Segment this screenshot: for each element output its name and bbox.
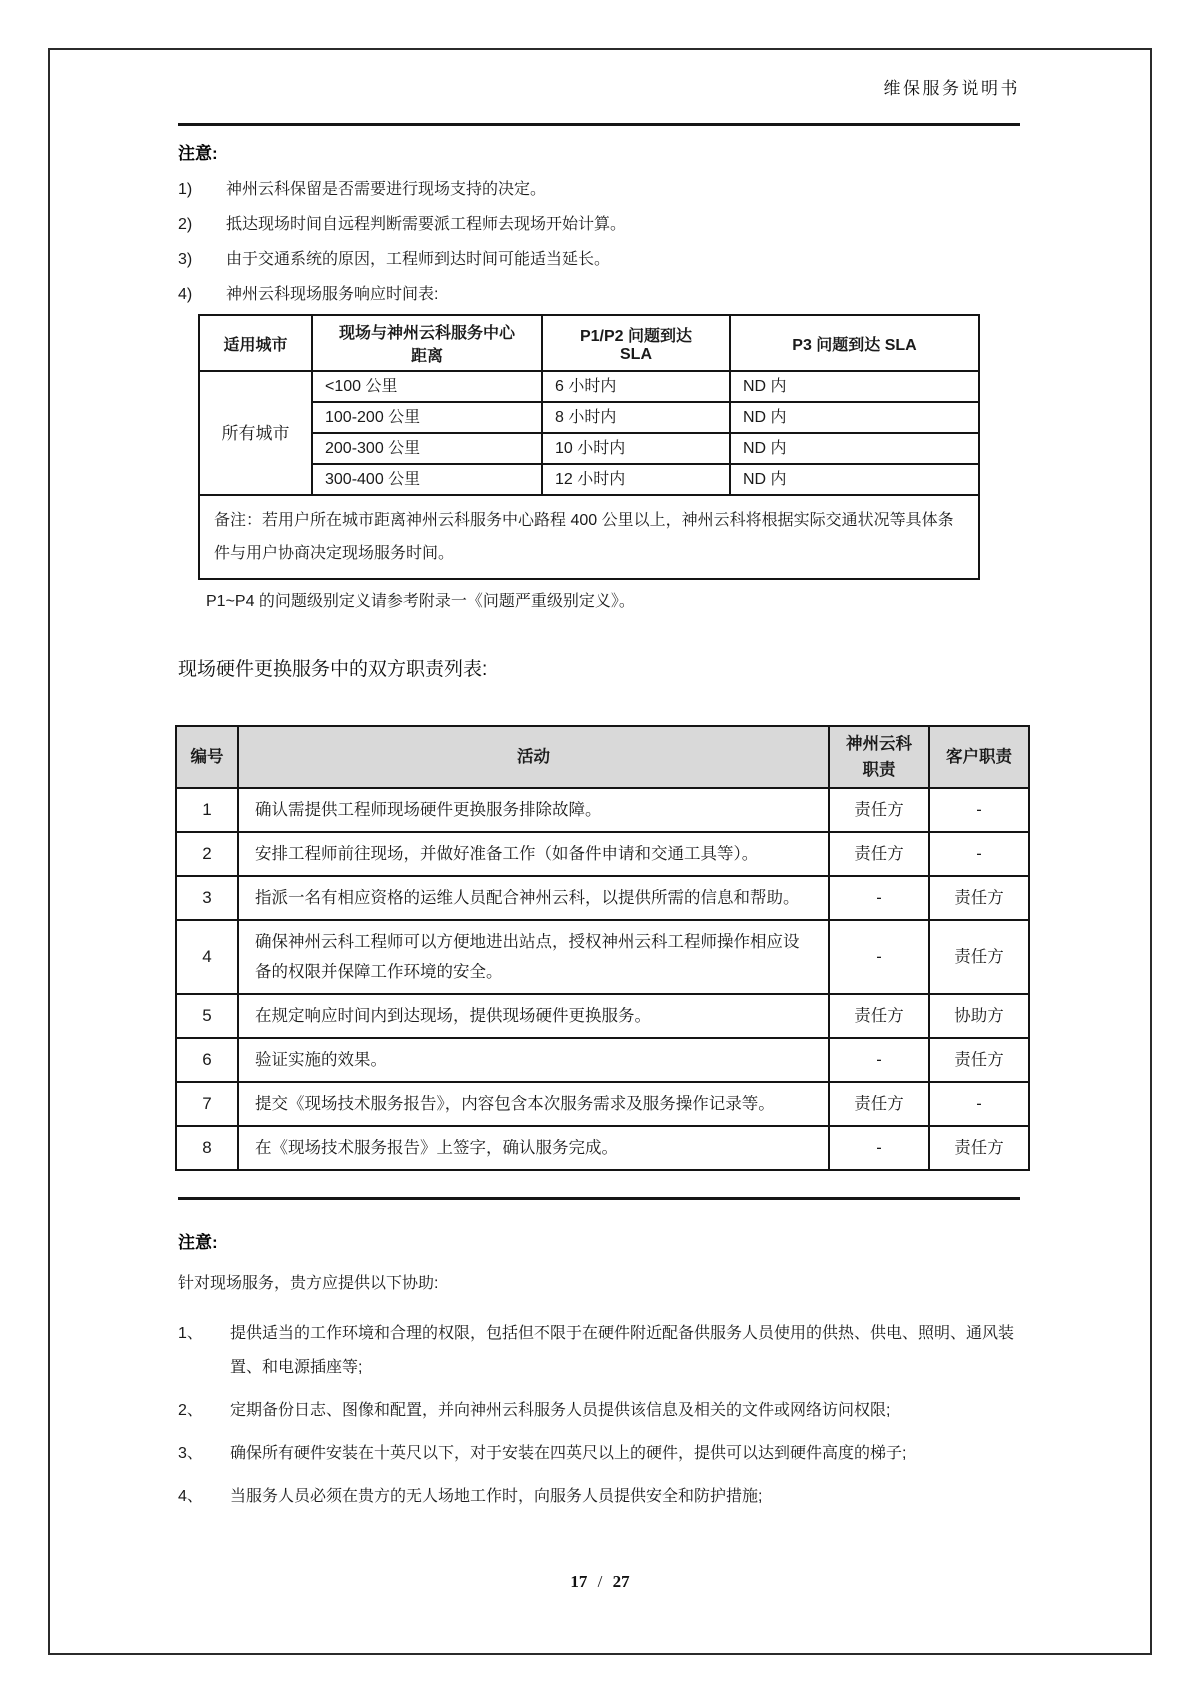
- duty-activity-cell: 在规定响应时间内到达现场，提供现场硬件更换服务。: [238, 994, 829, 1038]
- duty-header-vendor: [829, 726, 929, 788]
- list-item: [178, 242, 1020, 277]
- duty-table: [175, 725, 1030, 1171]
- section-divider-rule: [178, 1197, 1020, 1200]
- table-row: [176, 920, 1029, 994]
- duty-customer-cell: 责任方: [929, 876, 1029, 920]
- sla-distance-cell: 300-400 公里: [312, 464, 542, 495]
- sla-distance-cell: <100 公里: [312, 371, 542, 402]
- duty-section-heading: 现场硬件更换服务中的双方职责列表:: [178, 659, 488, 680]
- table-row: [199, 371, 979, 402]
- table-row: [176, 788, 1029, 832]
- list-item-number: 4): [178, 286, 193, 303]
- header-text: 神州云科职责: [846, 735, 912, 779]
- table-row: [199, 433, 979, 464]
- duty-customer-cell: -: [929, 832, 1029, 876]
- list-item-number: 2、: [178, 1402, 203, 1419]
- duty-no-cell: 4: [176, 920, 238, 994]
- duty-no-cell: 6: [176, 1038, 238, 1082]
- page-number-total: 27: [612, 1572, 630, 1591]
- duty-customer-cell: -: [929, 1082, 1029, 1126]
- sla-note: P1~P4 的问题级别定义请参考附录一《问题严重级别定义》。: [206, 593, 635, 610]
- notice-top-list: [178, 172, 1020, 312]
- list-item-text: 当服务人员必须在贵方的无人场地工作时，向服务人员提供安全和防护措施;: [230, 1488, 763, 1505]
- duty-vendor-cell: -: [829, 1126, 929, 1170]
- table-row: [176, 876, 1029, 920]
- duty-vendor-cell: 责任方: [829, 832, 929, 876]
- list-item-text: 确保所有硬件安装在十英尺以下，对于安装在四英尺以上的硬件，提供可以达到硬件高度的梯子;: [230, 1445, 907, 1462]
- sla-p3-cell: ND 内: [730, 402, 979, 433]
- list-item: [178, 172, 1020, 207]
- table-row: [199, 402, 979, 433]
- duty-no-cell: 8: [176, 1126, 238, 1170]
- duty-vendor-cell: 责任方: [829, 994, 929, 1038]
- list-item-number: 3): [178, 251, 193, 268]
- notice-bottom-label: 注意:: [178, 1233, 218, 1252]
- header-text: P3 问题到达 SLA: [792, 336, 917, 354]
- sla-p1p2-cell: 6 小时内: [542, 371, 730, 402]
- duty-activity-cell: 在《现场技术服务报告》上签字，确认服务完成。: [238, 1126, 829, 1170]
- notice-top-label: 注意:: [178, 144, 218, 163]
- sla-city-cell: 所有城市: [199, 371, 312, 495]
- table-row: [199, 464, 979, 495]
- table-row: [176, 832, 1029, 876]
- duty-vendor-cell: -: [829, 920, 929, 994]
- page-number-separator: /: [597, 1572, 603, 1591]
- header-text: P1/P2 问题到达 SLA: [579, 327, 693, 363]
- header-text: 适用城市: [223, 336, 288, 354]
- duty-no-cell: 5: [176, 994, 238, 1038]
- list-item-number: 4、: [178, 1488, 203, 1505]
- list-item: [178, 1317, 1020, 1385]
- duty-activity-cell: 提交《现场技术服务报告》，内容包含本次服务需求及服务操作记录等。: [238, 1082, 829, 1126]
- sla-p3-cell: ND 内: [730, 464, 979, 495]
- header-rule: [178, 123, 1020, 126]
- list-item: [178, 1437, 1020, 1471]
- duty-header-activity: 活动: [238, 726, 829, 788]
- document-header-title: 维保服务说明书: [883, 79, 1020, 98]
- list-item-number: 1): [178, 181, 193, 198]
- duty-activity-cell: 安排工程师前往现场，并做好准备工作（如备件申请和交通工具等）。: [238, 832, 829, 876]
- duty-header-no: 编号: [176, 726, 238, 788]
- sla-remark-cell: 备注：若用户所在城市距离神州云科服务中心路程 400 公里以上，神州云科将根据实际交通状况等具体条件与用户协商决定现场服务时间。: [199, 495, 979, 579]
- duty-vendor-cell: -: [829, 1038, 929, 1082]
- list-item: [178, 207, 1020, 242]
- sla-header-distance: [312, 315, 542, 371]
- duty-no-cell: 2: [176, 832, 238, 876]
- sla-p3-cell: ND 内: [730, 433, 979, 464]
- sla-distance-cell: 100-200 公里: [312, 402, 542, 433]
- duty-header-customer: 客户职责: [929, 726, 1029, 788]
- sla-header-p3: [730, 315, 979, 371]
- duty-customer-cell: -: [929, 788, 1029, 832]
- sla-p1p2-cell: 12 小时内: [542, 464, 730, 495]
- sla-response-time-table: [198, 314, 980, 580]
- notice-bottom-list: [178, 1317, 1020, 1514]
- document-content: [178, 48, 1020, 1523]
- list-item: [178, 277, 1020, 312]
- sla-p1p2-cell: 10 小时内: [542, 433, 730, 464]
- duty-no-cell: 3: [176, 876, 238, 920]
- list-item-number: 2): [178, 216, 193, 233]
- list-item: [178, 1394, 1020, 1428]
- table-row: [176, 1038, 1029, 1082]
- sla-header-p1p2: [542, 315, 730, 371]
- duty-activity-cell: 确保神州云科工程师可以方便地进出站点，授权神州云科工程师操作相应设备的权限并保障工作环境的安全。: [238, 920, 829, 994]
- duty-activity-cell: 确认需提供工程师现场硬件更换服务排除故障。: [238, 788, 829, 832]
- table-header-row: [176, 726, 1029, 788]
- sla-distance-cell: 200-300 公里: [312, 433, 542, 464]
- duty-vendor-cell: -: [829, 876, 929, 920]
- table-remark-row: [199, 495, 979, 579]
- list-item-text: 神州云科保留是否需要进行现场支持的决定。: [226, 181, 547, 198]
- page-number-footer: [0, 1572, 1200, 1592]
- duty-vendor-cell: 责任方: [829, 1082, 929, 1126]
- duty-no-cell: 7: [176, 1082, 238, 1126]
- list-item-number: 1、: [178, 1325, 203, 1342]
- duty-customer-cell: 协助方: [929, 994, 1029, 1038]
- table-row: [176, 994, 1029, 1038]
- duty-customer-cell: 责任方: [929, 1126, 1029, 1170]
- table-row: [176, 1126, 1029, 1170]
- page-number-current: 17: [570, 1572, 588, 1591]
- duty-customer-cell: 责任方: [929, 1038, 1029, 1082]
- table-header-row: [199, 315, 979, 371]
- duty-customer-cell: 责任方: [929, 920, 1029, 994]
- list-item: [178, 1480, 1020, 1514]
- list-item-text: 提供适当的工作环境和合理的权限，包括但不限于在硬件附近配备供服务人员使用的供热、供电、照明、通风装置、和电源插座等;: [230, 1325, 1015, 1376]
- sla-header-city: [199, 315, 312, 371]
- table-row: [176, 1082, 1029, 1126]
- notice-bottom-intro: 针对现场服务，贵方应提供以下协助:: [178, 1275, 439, 1292]
- list-item-text: 神州云科现场服务响应时间表:: [226, 286, 439, 303]
- duty-activity-cell: 验证实施的效果。: [238, 1038, 829, 1082]
- sla-p1p2-cell: 8 小时内: [542, 402, 730, 433]
- list-item-text: 抵达现场时间自远程判断需要派工程师去现场开始计算。: [226, 216, 627, 233]
- duty-activity-cell: 指派一名有相应资格的运维人员配合神州云科，以提供所需的信息和帮助。: [238, 876, 829, 920]
- header-text: 现场与神州云科服务中心距离: [338, 325, 515, 365]
- list-item-number: 3、: [178, 1445, 203, 1462]
- list-item-text: 定期备份日志、图像和配置，并向神州云科服务人员提供该信息及相关的文件或网络访问权限;: [230, 1402, 891, 1419]
- duty-no-cell: 1: [176, 788, 238, 832]
- duty-vendor-cell: 责任方: [829, 788, 929, 832]
- sla-p3-cell: ND 内: [730, 371, 979, 402]
- list-item-text: 由于交通系统的原因，工程师到达时间可能适当延长。: [226, 251, 611, 268]
